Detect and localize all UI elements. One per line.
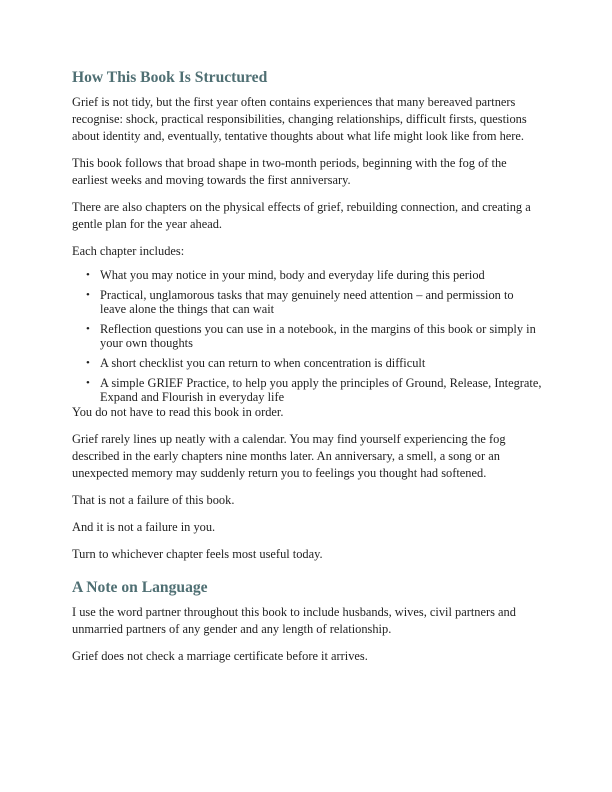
paragraph: This book follows that broad shape in two-month periods, beginning with the fog of the earliest weeks and moving towards the first anniversary. <box>72 156 507 187</box>
bullet-icon: • <box>86 357 90 369</box>
list-item-text: What you may notice in your mind, body and everyday life during this period <box>100 268 485 282</box>
paragraph: You do not have to read this book in order. <box>72 405 284 419</box>
paragraph: Grief does not check a marriage certificate before it arrives. <box>72 649 368 663</box>
bullet-icon: • <box>86 323 90 335</box>
paragraph: Grief rarely lines up neatly with a calendar. You may find yourself experiencing the fog described in the early chapters nine months later. An anniversary, a smell, a song or an unexpected memory may suddenly return you to feelings you thought had softened. <box>72 432 506 480</box>
list-item-text: A short checklist you can return to when concentration is difficult <box>100 356 426 370</box>
list-item <box>72 268 542 282</box>
list-item-text: A simple GRIEF Practice, to help you apply the principles of Ground, Release, Integrate, Expand and Flourish in everyday life <box>100 376 542 404</box>
paragraph: That is not a failure of this book. <box>72 493 235 507</box>
paragraph: Turn to whichever chapter feels most useful today. <box>72 547 323 561</box>
page-content <box>72 68 542 665</box>
list-item-text: Practical, unglamorous tasks that may genuinely need attention – and permission to leave alone the things that can wait <box>100 288 514 316</box>
bullet-icon: • <box>86 269 90 281</box>
section-heading-structure: How This Book Is Structured <box>72 69 268 86</box>
list-item-text: Reflection questions you can use in a notebook, in the margins of this book or simply in your own thoughts <box>100 322 536 350</box>
list-item <box>72 322 542 350</box>
section-heading-language: A Note on Language <box>72 579 208 596</box>
paragraph: There are also chapters on the physical effects of grief, rebuilding connection, and creating a gentle plan for the year ahead. <box>72 200 531 231</box>
list-item <box>72 288 542 316</box>
bullet-icon: • <box>86 377 90 389</box>
list-item <box>72 376 542 404</box>
paragraph: I use the word partner throughout this book to include husbands, wives, civil partners and unmarried partners of any gender and any length of relationship. <box>72 605 516 636</box>
paragraph: Grief is not tidy, but the first year often contains experiences that many bereaved partners recognise: shock, practical responsibilities, changing relationships, difficult firsts, questions about identity and, eventually, tentative thoughts about what life might look like from here. <box>72 95 527 143</box>
bullet-icon: • <box>86 289 90 301</box>
paragraph: Each chapter includes: <box>72 244 185 258</box>
chapter-contents-list <box>72 268 542 404</box>
list-item <box>72 356 542 370</box>
paragraph: And it is not a failure in you. <box>72 520 216 534</box>
